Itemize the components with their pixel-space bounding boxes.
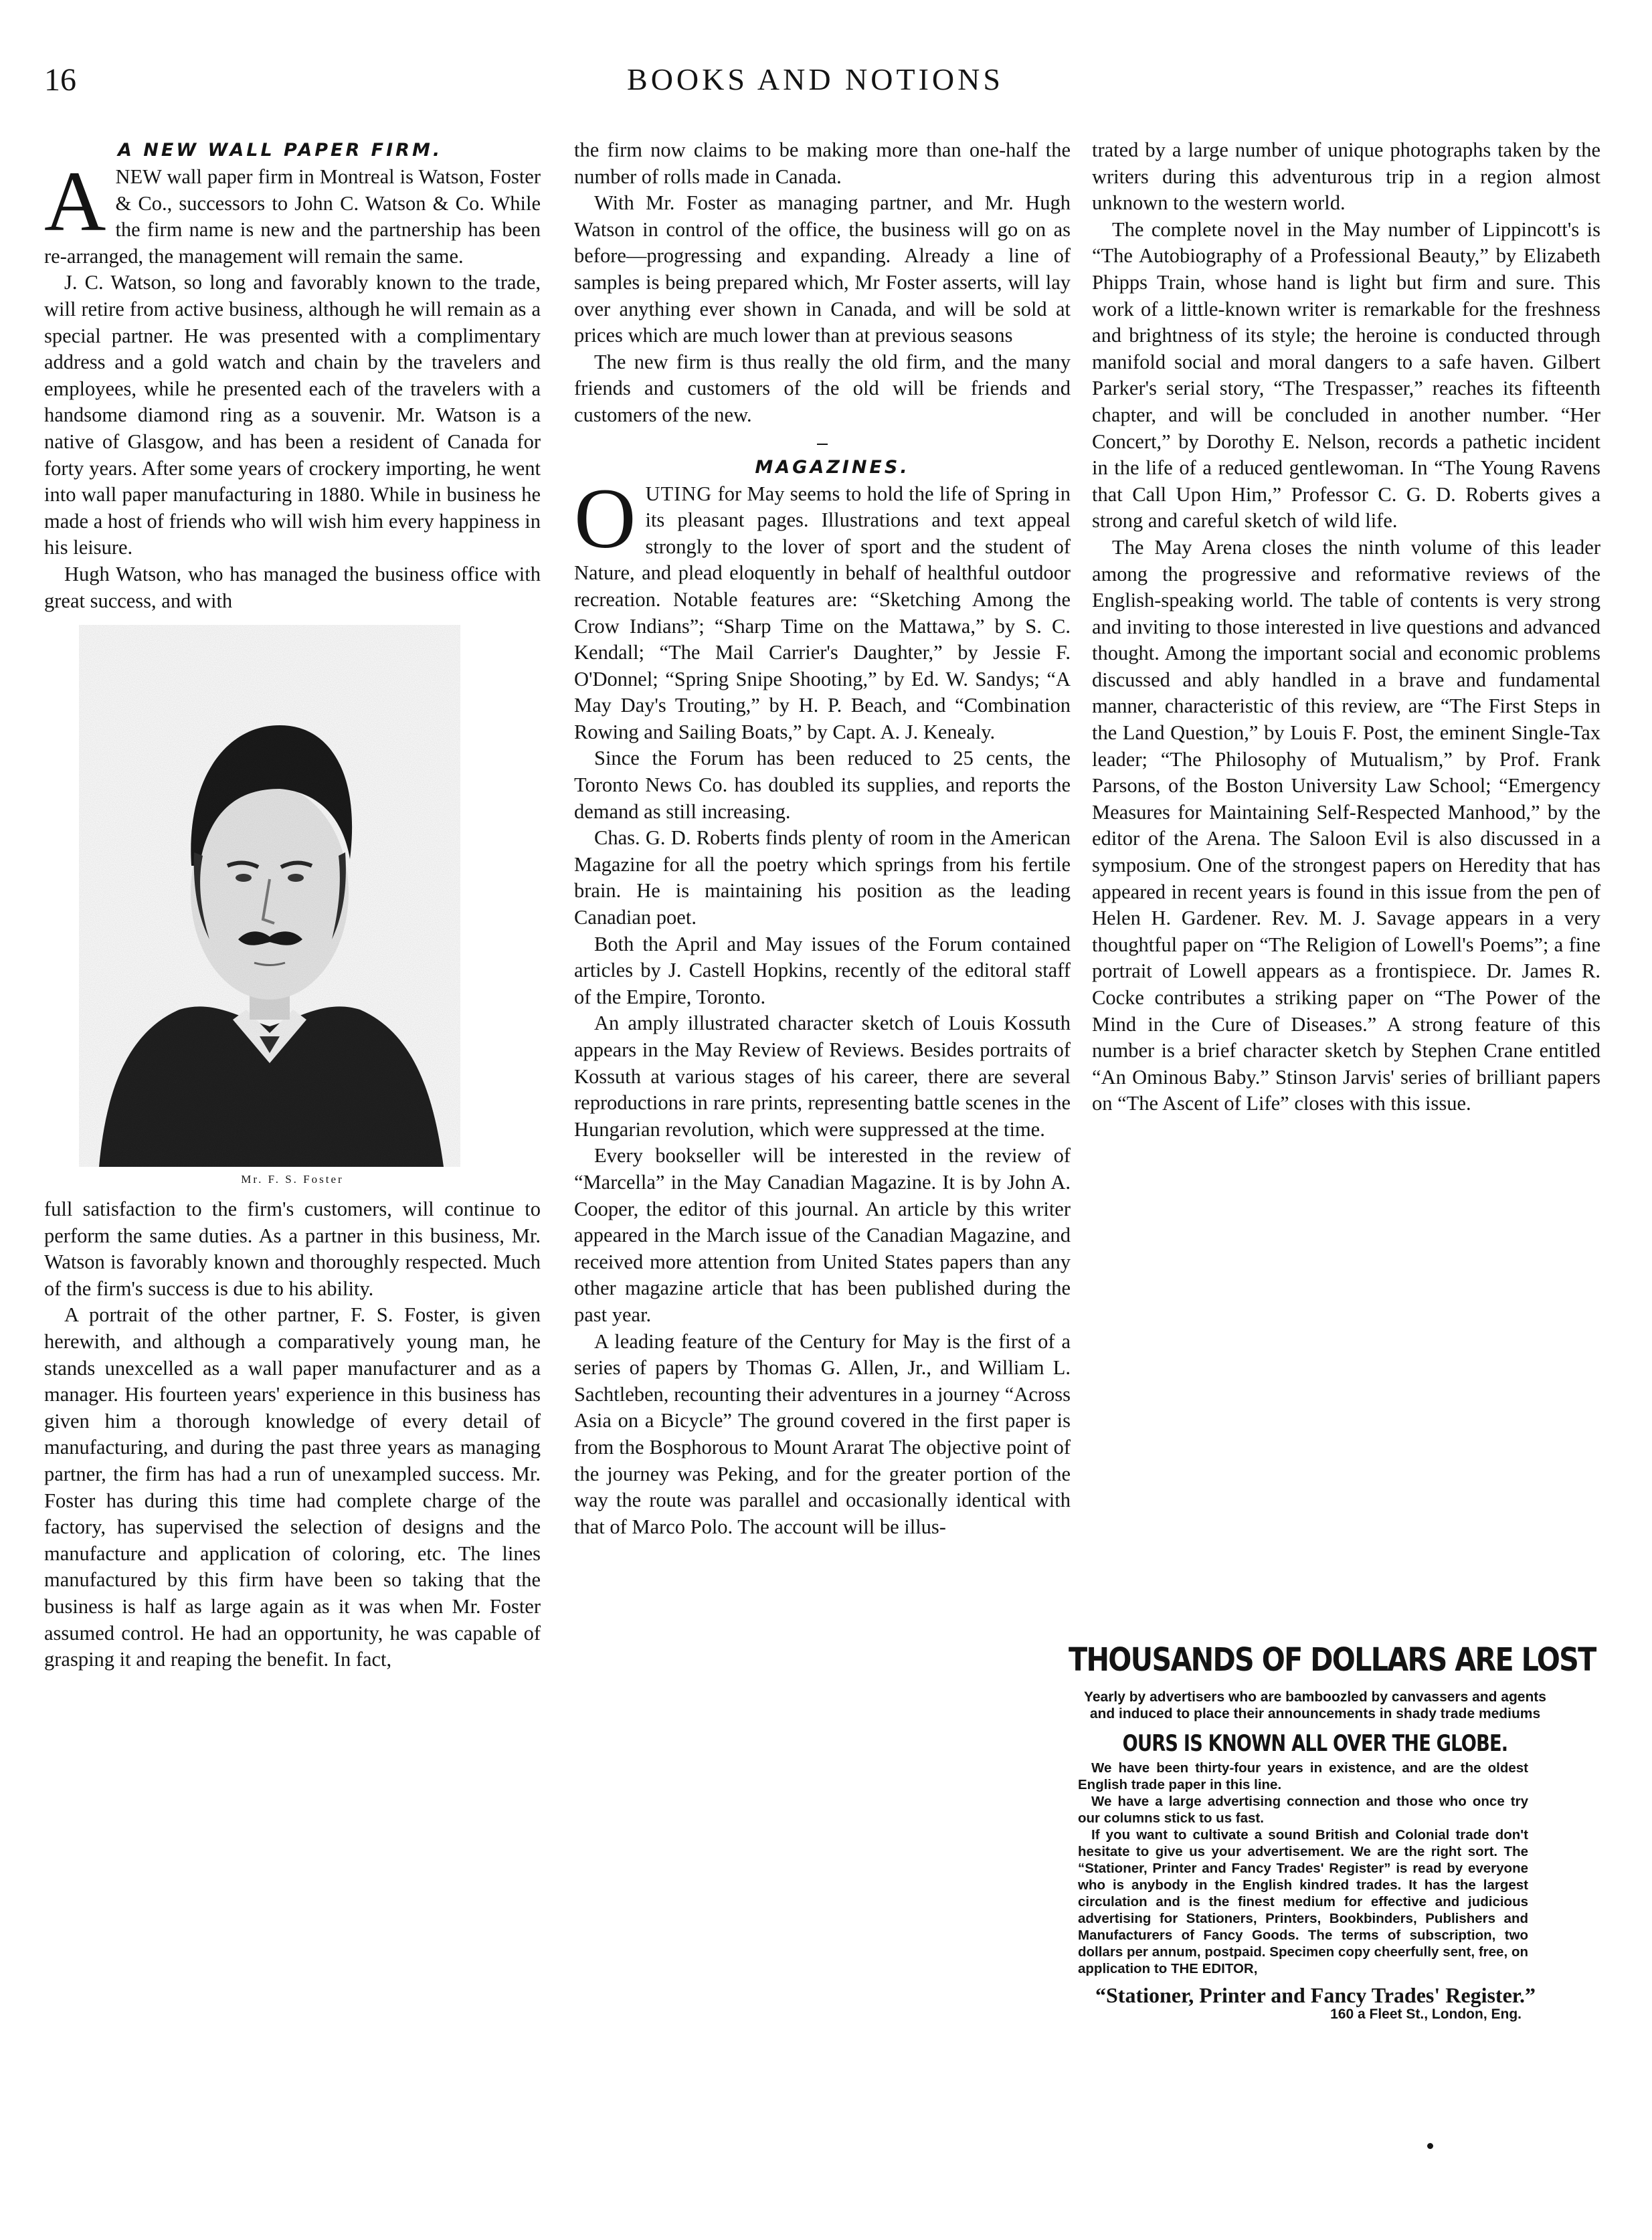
advert-paragraph: If you want to cultivate a sound British and Colonial trade don't hesitate to give us your advertisement. We are the right sort. The “Stationer, Printer and Fancy Trades' Register” is read by everyone who is anybody in the English kindred trades. It has the largest circulation and is the finest medium for effective and judicious advertising for Stationers, Printers, Bookbinders, Publishers and Manufacturers of Fancy Goods. The terms of subscription, two dollars per annum, postpaid. Specimen copy cheerfully sent, free, on application to THE EDITOR,	[1078, 1827, 1528, 1976]
article-paragraph: Hugh Watson, who has managed the business office with great success, and with	[44, 562, 541, 612]
advert-address: 160 a Fleet St., London, Eng.	[1330, 2006, 1522, 2022]
portrait-caption: Mr. F. S. Foster	[241, 1173, 344, 1186]
paragraph-text: NEW wall paper firm in Montreal is Watson, Foster & Co., successors to John C. Watson & Co. While the firm name is new and the partnership has been re-arranged, the management will remain the same.	[44, 165, 541, 268]
article-paragraph: the firm now claims to be making more than one-half the number of rolls made in Canada.	[574, 138, 1071, 188]
article-paragraph: Since the Forum has been reduced to 25 cents, the Toronto News Co. has doubled its supplies, and reports the demand as still increasing.	[574, 747, 1071, 823]
article-paragraph: A leading feature of the Century for May is the first of a series of papers by Thomas G. Allen, Jr., and William L. Sachtleben, recounting their adventures in a journey “Across Asia on a Bicycle” The ground covered in the first paper is from the Bosphorous to Mount Ararat The objective point of the journey was Peking, and for the greater portion of the way the route was parallel and occasionally identical with that of Marco Polo. The account will be illus-	[574, 1329, 1071, 1538]
paragraph-text: for May seems to hold the life of Spring in its pleasant pages. Illustrations and text appeal strongly to the lover of sport and the student of Nature, and plead eloquently in behalf of healthful outdoor recreation. Notable features are: “Sketching Among the Crow Indians”; “Sharp Time on the Mattawa,” by S. C. Kendall; “The Mail Carrier's Daughter,” by Jessie F. O'Donnel; “Spring Snipe Shooting,” by Ed. W. Sandys; “A May Day's Trouting,” by H. P. Beach, and “Combination Rowing and Sailing Boats,” by Capt. A. J. Kenealy.	[574, 482, 1071, 743]
article-paragraph: trated by a large number of unique photographs taken by the writers during this adventurous trip in a region almost unknown to the western world.	[1092, 138, 1600, 215]
advert-lead: Yearly by advertisers who are bamboozled by canvassers and agents and induced to place their announcements in shady trade mediums	[1084, 1689, 1546, 1721]
advert-publication-name: “Stationer, Printer and Fancy Trades' Register.”	[1095, 1983, 1536, 2007]
article-paragraph: The May Arena closes the ninth volume of this leader among the progressive and reformative reviews of the English-speaking world. The table of contents is very strong and inviting to those interested in live questions and advanced thought. Among the important social and economic problems discussed and ably handled in a brave and fundamental manner, characteristic of this review, are “The First Steps in the Land Question,” by Louis F. Post, the eminent Single-Tax leader; “The Philosophy of Mutualism,” by Prof. Frank Parsons, of the Boston University Law School; “Emergency Measures for Maintaining Self-Respected Manhood,” by the editor of the Arena. The Saloon Evil is also discussed in a symposium. One of the strongest papers on Heredity that has appeared in recent years is found in this issue from the pen of Helen H. Gardener. Rev. M. J. Savage appears in a very thoughtful paper on “The Religion of Lowell's Poems”; a fine portrait of Lowell appears as a frontispiece. Dr. James R. Cocke contributes a striking paper on “The Power of the Mind in the Cure of Diseases.” A strong feature of this number is a brief character sketch by Stephen Crane entitled “An Ominous Baby.” Stinson Jarvis' series of brilliant papers on “The Ascent of Life” closes with this issue.	[1092, 535, 1600, 1115]
section-divider	[817, 444, 828, 445]
column-3	[1092, 137, 1600, 1117]
article-paragraph: J. C. Watson, so long and favorably known to the trade, will retire from active business, although he will remain as a special partner. He was presented with a complimentary address and a gold watch and chain by the travelers and employees, while he presented each of the travelers with a handsome diamond ring as a souvenir. Mr. Watson is a native of Glasgow, and has been a resident of Canada for forty years. After some years of crockery importing, he went into wall paper manufacturing in 1880. While in business he made a host of friends who will wish him every happiness in his leisure.	[44, 271, 541, 559]
article-paragraph	[44, 154, 541, 270]
article-paragraph: full satisfaction to the firm's customers, will continue to perform the same duties. As a partner in this business, Mr. Watson is favorably known and thoroughly respected. Much of the firm's success is due to his ability.	[44, 1198, 541, 1300]
portrait-illustration	[79, 625, 460, 1167]
article-paragraph: An amply illustrated character sketch of Louis Kossuth appears in the May Review of Reviews. Besides portraits of Kossuth at various stages of his career, there are several reproductions in rare prints, representing battle scenes in the Hungarian revolution, which were suppressed at the time.	[574, 1012, 1071, 1141]
advert-body	[1078, 1760, 1528, 1977]
article-paragraph: With Mr. Foster as managing partner, and Mr. Hugh Watson in control of the office, the business will go on as before—progressing and expanding. Already a line of samples is being prepared which, Mr Foster asserts, will lay over anything ever shown in Canada, and will be sold at prices which are much lower than at previous seasons	[574, 191, 1071, 347]
article-paragraph: Both the April and May issues of the Forum contained articles by J. Castell Hopkins, recently of the editoral staff of the Empire, Toronto.	[574, 932, 1071, 1008]
drop-cap: A	[44, 154, 106, 249]
article-paragraph: The new firm is thus really the old firm, and the many friends and customers of the old will be friends and customers of the new.	[574, 350, 1071, 426]
drop-cap: O	[574, 470, 636, 566]
advert-paragraph: We have been thirty-four years in existence, and are the oldest English trade paper in this line.	[1078, 1760, 1528, 1792]
advert-paragraph: We have a large advertising connection and those who once try our columns stick to us fast.	[1078, 1794, 1528, 1826]
article-heading-wall-paper-firm: A NEW WALL PAPER FIRM.	[118, 140, 443, 161]
article-paragraph: A portrait of the other partner, F. S. Foster, is given herewith, and although a comparatively young man, he stands unexcelled as a wall paper manufacturer and as a manager. His fourteen years' experience in this business has given him a thorough knowledge of every detail of manufacturing, and during the past three years as managing partner, the firm has had a run of unexampled success. Mr. Foster has during this time had complete charge of the factory, has supervised the selection of designs and the manufacture and application of coloring, etc. The lines manufactured by this firm have been so taking that the business is half as large again as it was when Mr. Foster assumed control. He had an opportunity, he was capable of grasping it and reaping the benefit. In fact,	[44, 1303, 541, 1671]
advert-subhead: OURS IS KNOWN ALL OVER THE GLOBE.	[1122, 1730, 1508, 1757]
article-paragraph: The complete novel in the May number of Lippincott's is “The Autobiography of a Professional Beauty,” by Elizabeth Phipps Train, whose hand is light but firm and sure. This work of a little-known writer is remarkable for the freshness and brightness of its style; the heroine is conducted through manifold social and moral dangers to a safe haven. Gilbert Parker's serial story, “The Trespasser,” reaches its fifteenth chapter, and will be concluded in another number. “Her Concert,” by Dorothy E. Nelson, records a pathetic incident in the life of a reduced gentlewoman. In “The Young Ravens that Call Upon Him,” Professor C. G. D. Roberts gives a strong and careful sketch of wild life.	[1092, 217, 1600, 533]
article-heading-magazines: MAGAZINES.	[755, 456, 910, 478]
lead-in-caps: UTING	[645, 482, 713, 505]
article-paragraph	[574, 470, 1071, 746]
article-paragraph: Every bookseller will be interested in the review of “Marcella” in the May Canadian Magazine. It is by John A. Cooper, the editor of this journal. An article by this writer appeared in the March issue of the Canadian Magazine, and received more attention from United States papers than any other magazine article that has been published during the past year.	[574, 1144, 1071, 1326]
column-2	[574, 137, 1071, 1540]
column-1	[44, 137, 541, 1673]
advertisement	[1069, 1637, 1596, 2023]
stray-mark	[1427, 2143, 1433, 2149]
running-head: BOOKS AND NOTIONS	[627, 62, 1004, 96]
page-header	[44, 62, 1586, 102]
article-paragraph: Chas. G. D. Roberts finds plenty of room in the American Magazine for all the poetry which springs from his fertile brain. He is maintaining his position as the leading Canadian poet.	[574, 826, 1071, 929]
advert-title: THOUSANDS OF DOLLARS ARE LOST	[1069, 1641, 1596, 1679]
page-number: 16	[44, 62, 76, 98]
